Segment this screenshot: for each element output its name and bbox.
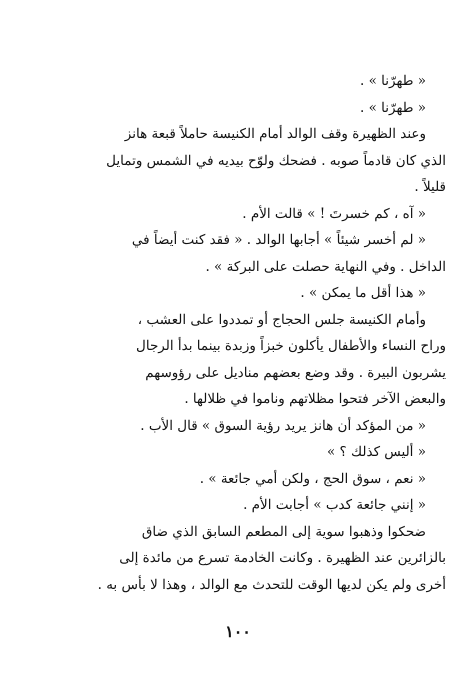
text-line: « أليس كذلك ؟ »: [326, 444, 426, 460]
text-line: « إنني جائعة كدب » أجابت الأم .: [243, 497, 426, 513]
text-line: « آه ، كم خسرتَ ! » قالت الأم .: [242, 205, 426, 222]
text-line: وراح النساء والأطفال يأكلون خبزاً وزبدة بينما بدأ الرجال: [136, 338, 446, 354]
text-line: « لم أخسر شيئاً » أجابها الوالد . « فقد كنت أيضاً في: [131, 232, 426, 248]
text-line: « طهرّنا » .: [360, 99, 426, 116]
text-line: الداخل . وفي النهاية حصلت على البركة » .: [205, 258, 446, 275]
text-line: « هذا أقل ما يمكن » .: [300, 285, 426, 301]
text-line: أخرى ولم يكن لديها الوقت للتحدث مع الوالد ، وهذا لا بأس به .: [97, 576, 446, 593]
text-line: وأمام الكنيسة جلس الحجاج أو تمددوا على العشب ،: [137, 311, 426, 328]
text-line: والبعض الآخر فتحوا مظلاتهم وناموا في ظلالها .: [184, 391, 446, 407]
text-line: بالزائرين عند الظهيرة . وكانت الخادمة تسرع من مائدة إلى: [119, 550, 446, 566]
body-text: [40, 68, 446, 598]
text-line: « من المؤكد أن هانز يريد رؤية السوق » قال الأب .: [140, 417, 426, 434]
text-line: ضحكوا وذهبوا سوية إلى المطعم السابق الذي ضاق: [141, 523, 426, 540]
text-line: الذي كان قادماً صوبه . فضحك ولوّح بيديه في الشمس وتمايل: [106, 152, 446, 169]
text-line: وعند الظهيرة وقف الوالد أمام الكنيسة حاملاً قبعة هانز: [124, 126, 426, 142]
page-number: ١٠٠: [225, 622, 251, 641]
text-line: قليلاً .: [414, 179, 446, 195]
text-line: « طهرّنا » .: [360, 73, 426, 89]
text-line: يشربون البيرة . وقد وضع بعضهم مناديل على رؤوسهم: [145, 364, 446, 381]
text-line: « نعم ، سوق الحج ، ولكن أمي جائعة » .: [199, 470, 426, 487]
